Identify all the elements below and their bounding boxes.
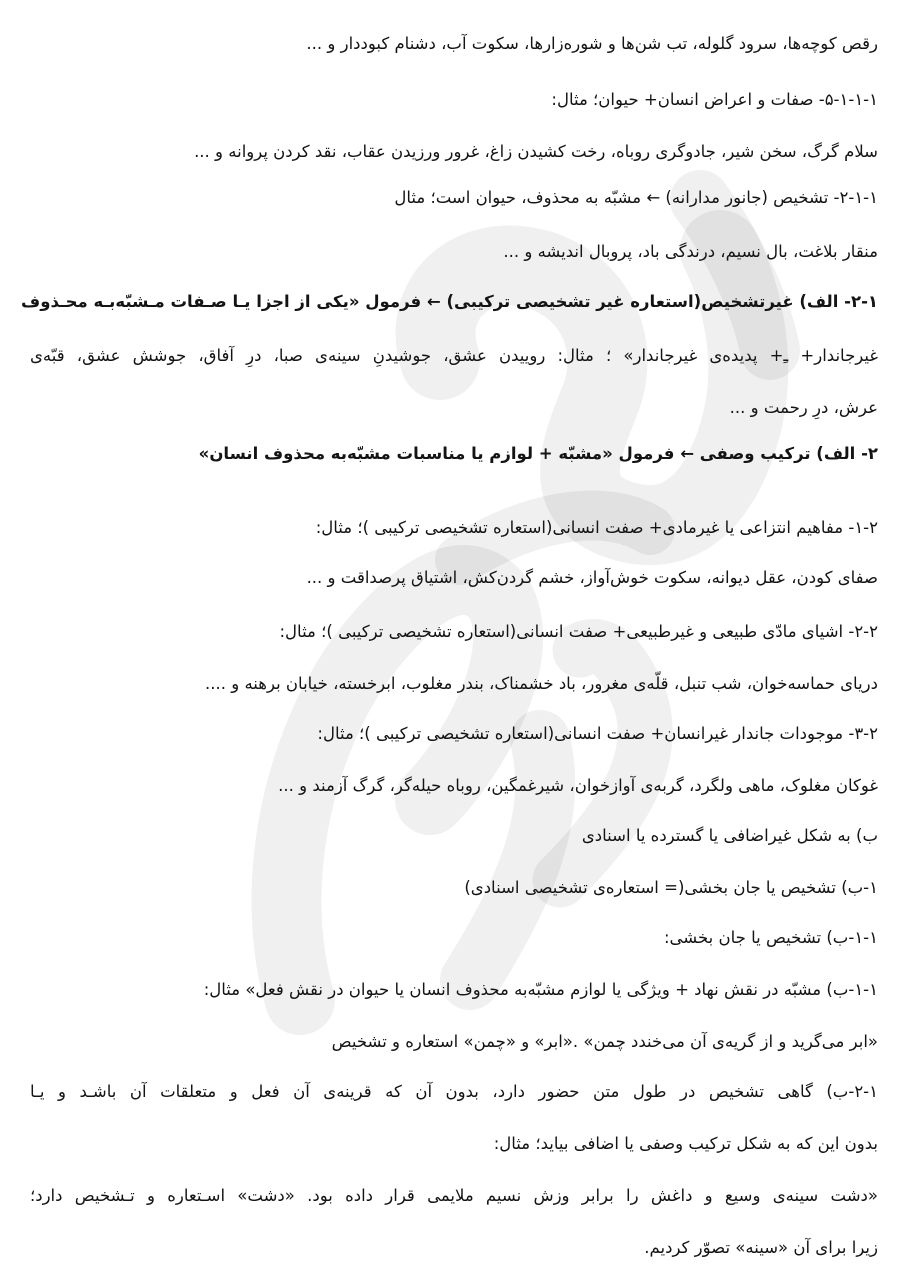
text-line: «دشت سینه‌ی وسیع و داغش را برابر وزش نسیم ملایمی قرار داده بود. «دشت» اسـتعاره و تـشخیص دارد؛ bbox=[30, 1186, 878, 1205]
section-heading: ۲-۱-۱- تشخیص (جانور مدارانه) ← مشبّه به محذوف، حیوان است؛ مثال bbox=[394, 188, 878, 207]
text-line: صفای کودن، عقل دیوانه، سکوت خوش‌آواز، خشم گردن‌کش، اشتیاق پرصداقت و ... bbox=[306, 568, 878, 587]
section-heading: ۲-۲- اشیای مادّی طبیعی و غیرطبیعی+ صفت انسانی(استعاره تشخیصی ترکیبی )؛ مثال: bbox=[279, 622, 878, 641]
section-heading: ۲-۱- الف) غیرتشخیص(استعاره غیر تشخیصی ترکیبی) ← فرمول «یکی از اجزا یـا صـفات مـشبّه‌بـه محـذوف bbox=[21, 292, 878, 311]
text-line: دریای حماسه‌خوان، شب تنبل، قلّه‌ی مغرور، باد خشمناک، بندر مغلوب، ابرخسته، خیابان برهنه و .... bbox=[205, 674, 878, 693]
text-line: ۲-۱-ب) گاهی تشخیص در طول متن حضور دارد، بدون آن که قرینه‌ی آن فعل و متعلقات آن باشـد و یـا bbox=[30, 1082, 878, 1101]
text-line: رقص کوچه‌ها، سرود گلوله، تب شن‌ها و شوره‌زارها، سکوت آب، دشنام کبوددار و ... bbox=[306, 34, 878, 53]
section-heading: ب) به شکل غیراضافی یا گسترده یا اسنادی bbox=[581, 826, 878, 845]
section-heading: ۱-۱-ب) تشخیص یا جان بخشی: bbox=[664, 928, 878, 947]
section-heading: ۳-۲- موجودات جاندار غیرانسان+ صفت انسانی(استعاره تشخیصی ترکیبی )؛ مثال: bbox=[317, 724, 878, 743]
section-heading: ۱-۲- مفاهیم انتزاعی یا غیرمادی+ صفت انسانی(استعاره تشخیصی ترکیبی )؛ مثال: bbox=[315, 518, 878, 537]
text-line: غیرجاندار+ ـِ+ پدیده‌ی غیرجاندار» ؛ مثال: روییدن عشق، جوشیدنِ سینه‌ی صبا، درِ آفاق، جوشش عشق، قبّه‌ی bbox=[30, 346, 878, 365]
text-line: زیرا برای آن «سینه» تصوّر کردیم. bbox=[644, 1238, 878, 1257]
text-line: سلام گرگ، سخن شیر، جادوگری روباه، رخت کشیدن زاغ، غرور ورزیدن عقاب، نقد کردن پروانه و ... bbox=[194, 142, 878, 161]
text-line: منقار بلاغت، بال نسیم، درندگی باد، پروبال اندیشه و ... bbox=[503, 242, 878, 261]
section-heading: ۵-۱-۱-۱- صفات و اعراض انسان+ حیوان؛ مثال: bbox=[551, 90, 878, 109]
section-heading: ۲- الف) ترکیب وصفی ← فرمول «مشبّه + لوازم یا مناسبات مشبّه‌به محذوف انسان» bbox=[198, 444, 878, 463]
text-line: عرش، درِ رحمت و ... bbox=[729, 398, 878, 417]
section-heading: ۱-ب) تشخیص یا جان بخشی(= استعاره‌ی تشخیصی اسنادی) bbox=[464, 878, 878, 897]
text-line: «ابر می‌گرید و از گریه‌ی آن می‌خندد چمن» .«ابر» و «چمن» استعاره و تشخیص bbox=[331, 1032, 878, 1051]
section-heading: ۱-۱-ب) مشبّه در نقش نهاد + ویژگی یا لوازم مشبّه‌به محذوف انسان یا حیوان در نقش فعل» مثال: bbox=[203, 980, 878, 999]
text-line: غوکان مغلوک، ماهی ولگرد، گربه‌ی آوازخوان، شیرغمگین، روباه حیله‌گر، گرگ آزمند و ... bbox=[278, 776, 878, 795]
text-line: بدون این که به شکل ترکیب وصفی یا اضافی بیاید؛ مثال: bbox=[493, 1134, 878, 1153]
